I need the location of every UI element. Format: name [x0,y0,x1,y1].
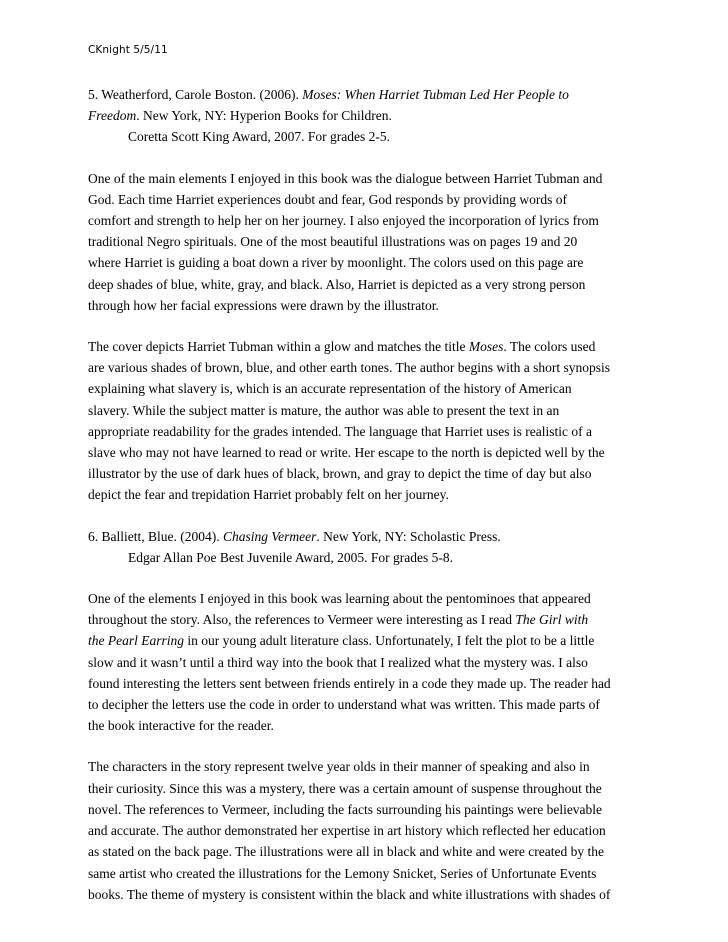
citation-5-rest: . New York, NY: Hyperion Books for Children. [136,108,392,124]
e6-p1-title-a: The Girl with [515,612,589,628]
e5-p1-line: comfort and strength to help her on her journey. I also enjoyed the incorporation of lyrics from [88,213,599,229]
e5-p1-line: where Harriet is guiding a boat down a river by moonlight. The colors used on this page are [88,255,584,271]
e5-p2-after: . The colors used [503,339,596,355]
e5-p1-line: through how her facial expressions were drawn by the illustrator. [88,297,439,313]
e5-p1-line: God. Each time Harriet experiences doubt and fear, God responds by providing words of [88,191,567,207]
citation-6 [88,526,646,547]
award-6: Edgar Allan Poe Best Juvenile Award, 2005. For grades 5-8. [128,549,453,565]
e5-p1-line: One of the main elements I enjoyed in this book was the dialogue between Harriet Tubman and [88,170,603,186]
e5-p2-line [88,336,646,357]
e6-p1-line [88,630,646,651]
e6-p2-line: same artist who created the illustrations for the Lemony Snicket, Series of Unfortunate Events [88,865,597,881]
e6-p2-line: books. The theme of mystery is consistent within the black and white illustrations with shades of [88,886,611,902]
citation-6-lead: 6. Balliett, Blue. (2004). [88,528,223,544]
e5-p1-line: traditional Negro spirituals. One of the most beautiful illustrations was on pages 19 and 20 [88,234,578,250]
e5-p2-line: explaining what slavery is, which is an accurate representation of the history of American [88,381,572,397]
e5-p2-line: illustrator by the use of dark hues of black, brown, and gray to depict the time of day but also [88,466,592,482]
e6-p2-line: and accurate. The author demonstrated her expertise in art history which reflected her education [88,823,606,839]
citation-5-lead: 5. Weatherford, Carole Boston. (2006). [88,87,303,102]
e5-p2-line: slavery. While the subject matter is mature, the author was able to present the text in an [88,402,560,418]
e5-p2-line: are various shades of brown, blue, and other earth tones. The author begins with a short synopsis [88,360,611,376]
e6-p2-line: their curiosity. Since this was a mystery, there was a certain amount of suspense throughout the [88,780,602,796]
citation-5-title-b: Freedom [88,108,137,124]
e6-p1-before: throughout the story. Also, the references to Vermeer were interesting as I read [88,612,516,628]
e5-p2-line: slave who may not have learned to read or write. Her escape to the north is depicted well by the [88,445,605,461]
e6-p1-title-b: the Pearl Earring [88,633,184,649]
citation-5-cont [88,105,646,126]
page-header: CKnight 5/5/11 [88,44,168,56]
e5-p2-line: appropriate readability for the grades intended. The language that Harriet uses is realistic of a [88,423,592,439]
e5-p2-line: depict the fear and trepidation Harriet probably felt on her journey. [88,487,449,503]
e5-p1-line: deep shades of blue, white, gray, and black. Also, Harriet is depicted as a very strong person [88,276,586,292]
e6-p1-line: slow and it wasn’t until a third way into the book that I realized what the mystery was. I also [88,654,588,670]
e6-p1-line [88,609,646,630]
e6-p1-line: One of the elements I enjoyed in this book was learning about the pentominoes that appeared [88,591,591,607]
e6-p2-line: The characters in the story represent twelve year olds in their manner of speaking and also in [88,759,590,775]
e5-p2-title: Moses [468,339,504,355]
citation-5 [88,84,646,105]
e6-p1-line: found interesting the letters sent between friends entirely in a code they made up. The reader had [88,675,611,691]
citation-6-rest: . New York, NY: Scholastic Press. [316,528,501,544]
e6-p1-line: the book interactive for the reader. [88,718,274,734]
e5-p2-before: The cover depicts Harriet Tubman within a glow and matches the title [88,339,469,355]
citation-5-title-a: Moses: When Harriet Tubman Led Her People to [302,87,569,102]
document-body [88,84,646,905]
e6-p1-after: in our young adult literature class. Unfortunately, I felt the plot to be a little [184,633,595,649]
citation-6-title: Chasing Vermeer [222,528,317,544]
e6-p2-line: as stated on the back page. The illustrations were all in black and white and were created by the [88,844,604,860]
e6-p1-line: to decipher the letters use the code in order to understand what was written. This made parts of [88,697,600,713]
award-5: Coretta Scott King Award, 2007. For grades 2-5. [128,129,390,145]
e6-p2-line: novel. The references to Vermeer, including the facts surrounding his paintings were believable [88,801,603,817]
